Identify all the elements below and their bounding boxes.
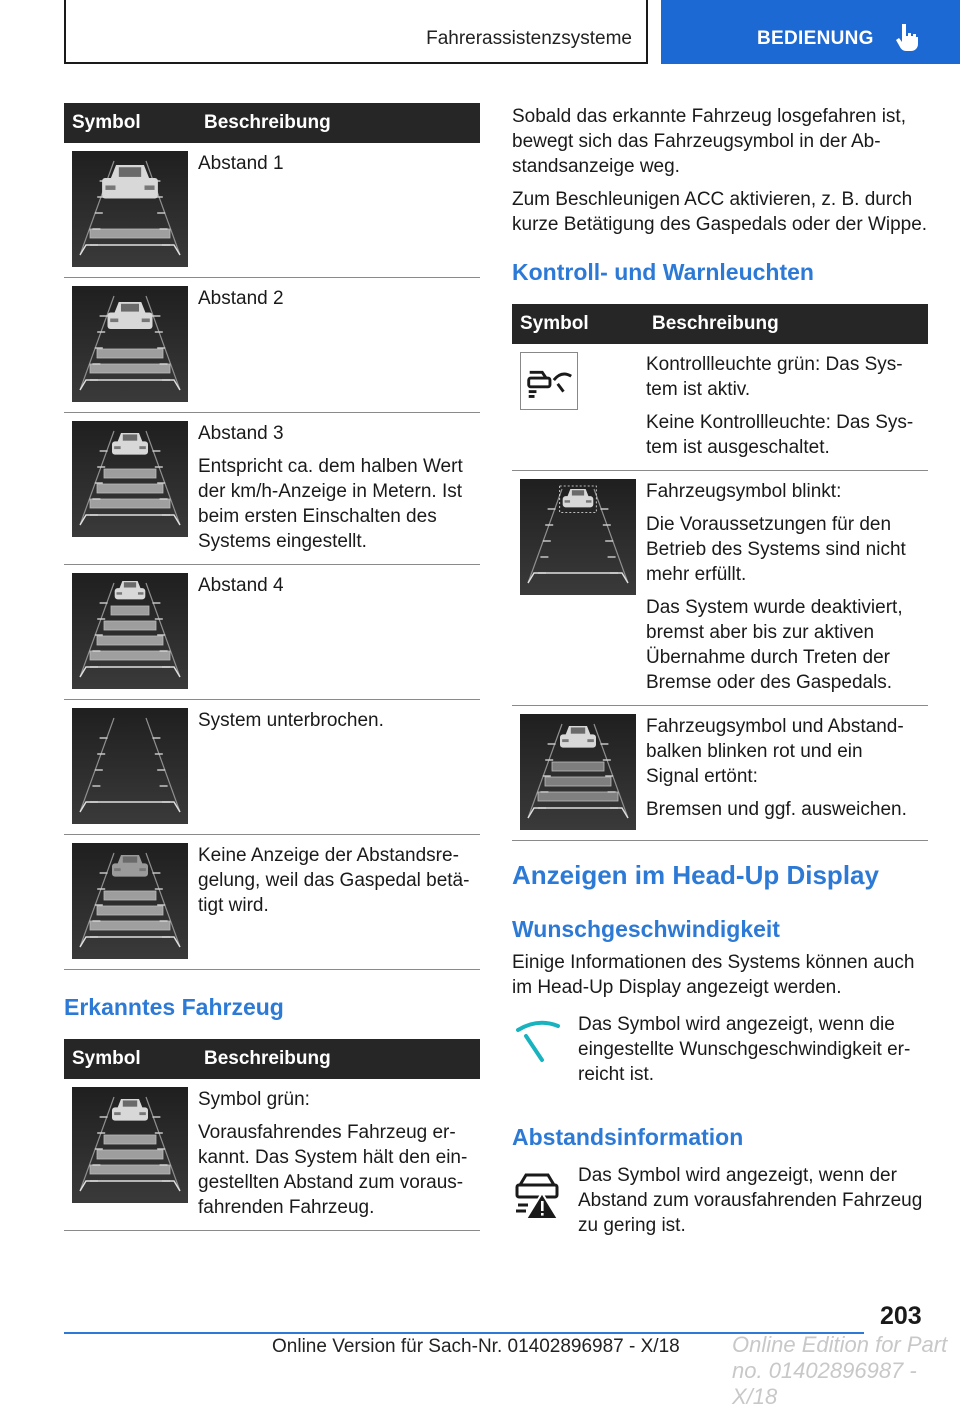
description-cell (196, 413, 480, 565)
symbol-cell (512, 344, 644, 471)
display-vehicle-detected (72, 1087, 188, 1203)
footer-version: Online Version für Sach-Nr. 01402896987 - X/18 (272, 1336, 680, 1357)
symbol-cell (64, 413, 196, 565)
description-text: Keine Kontrollleuchte: Das Sys-tem ist ausgeschaltet. (646, 412, 914, 458)
page-number: 203 (880, 1302, 922, 1330)
description-text: Das System wurde deaktiviert, bremst aber bis zur aktiven Übernahme durch Treten der Bremse oder des Gaspedals. (646, 597, 903, 693)
distance-warning-icon (512, 1163, 564, 1221)
desired-speed-heading: Wunschgeschwindigkeit (512, 916, 780, 942)
col-header-symbol: Symbol (64, 1039, 196, 1079)
table-row (64, 700, 480, 835)
description-cell (644, 344, 928, 471)
description-text: Abstand 4 (198, 575, 284, 596)
symbol-cell (64, 835, 196, 970)
intro-paragraph-2: Zum Beschleunigen ACC aktivieren, z. B. durch kurze Betätigung des Gaspedals oder der Wippe. (512, 189, 928, 235)
footer-watermark: Online Edition for Part no. 01402896987 - X/18 (732, 1332, 948, 1409)
desired-speed-text: Das Symbol wird angezeigt, wenn die eingestellte Wunschgeschwindigkeit er-reicht ist. (578, 1014, 911, 1085)
header-section-title: Fahrerassistenzsysteme (426, 28, 632, 49)
distance-table (64, 103, 480, 970)
left-column (64, 103, 480, 1231)
col-header-description: Beschreibung (196, 103, 480, 143)
display-distance-1 (72, 151, 188, 267)
description-cell (196, 278, 480, 413)
symbol-cell (64, 1079, 196, 1231)
symbol-cell (64, 143, 196, 278)
description-cell (196, 1079, 480, 1231)
display-distance-4 (72, 573, 188, 689)
description-text: Bremsen und ggf. ausweichen. (646, 799, 907, 820)
description-text: Symbol grün: (198, 1089, 310, 1110)
description-cell (196, 835, 480, 970)
header-section-box (64, 0, 648, 64)
col-header-symbol: Symbol (64, 103, 196, 143)
symbol-cell (64, 700, 196, 835)
warning-lights-heading: Kontroll- und Warnleuchten (512, 259, 814, 285)
acc-indicator-icon (520, 352, 578, 410)
symbol-cell (512, 706, 644, 841)
intro-paragraph-1: Sobald das erkannte Fahrzeug losgefahren ist, bewegt sich das Fahrzeugsymbol in der Ab-standsanzeige weg. (512, 106, 906, 177)
col-header-description: Beschreibung (196, 1039, 480, 1079)
table-row (64, 413, 480, 565)
description-text: Fahrzeugsymbol und Abstand-balken blinken rot und ein Signal ertönt: (646, 716, 904, 787)
header-chapter-title: BEDIENUNG (757, 28, 874, 49)
symbol-cell (64, 278, 196, 413)
table-row (512, 344, 928, 471)
description-text: Abstand 1 (198, 153, 284, 174)
display-vehicle-blinking (520, 479, 636, 595)
display-system-interrupted (72, 708, 188, 824)
col-header-symbol: Symbol (512, 304, 644, 344)
description-cell (644, 471, 928, 706)
description-text: Fahrzeugsymbol blinkt: (646, 481, 842, 502)
description-text: System unterbrochen. (198, 710, 384, 731)
right-column (512, 104, 928, 841)
display-no-distance-control (72, 843, 188, 959)
display-distance-3 (72, 421, 188, 537)
description-text: Keine Anzeige der Abstandsre-gelung, weil das Gaspedal betä-tigt wird. (198, 845, 470, 916)
description-text: Entspricht ca. dem halben Wert der km/h-Anzeige in Metern. Ist beim ersten Einschalten des Systems eingestellt. (198, 456, 463, 552)
distance-info-text: Das Symbol wird angezeigt, wenn der Abstand zum vorausfahrenden Fahrzeug zu gering ist. (578, 1165, 923, 1236)
detected-vehicle-heading: Erkanntes Fahrzeug (64, 994, 284, 1020)
description-text: Abstand 3 (198, 423, 284, 444)
distance-info-heading: Abstandsinformation (512, 1124, 744, 1150)
detected-vehicle-table (64, 1039, 480, 1231)
table-row (512, 706, 928, 841)
table-row (64, 278, 480, 413)
table-row (512, 471, 928, 706)
header-chapter-tab[interactable] (661, 0, 960, 64)
desired-speed-icon (512, 1012, 562, 1068)
display-vehicle-red-warning (520, 714, 636, 830)
table-row (64, 565, 480, 700)
warning-lights-table (512, 304, 928, 841)
symbol-cell (64, 565, 196, 700)
col-header-description: Beschreibung (644, 304, 928, 344)
table-row (64, 143, 480, 278)
description-cell (644, 706, 928, 841)
hud-heading: Anzeigen im Head-Up Display (512, 860, 879, 890)
description-cell (196, 143, 480, 278)
description-cell (196, 700, 480, 835)
description-cell (196, 565, 480, 700)
table-row (64, 1079, 480, 1231)
desired-speed-intro: Einige Informationen des Systems können auch im Head-Up Display angezeigt werden. (512, 952, 915, 998)
display-distance-2 (72, 286, 188, 402)
description-text: Kontrollleuchte grün: Das Sys-tem ist aktiv. (646, 354, 903, 400)
description-text: Die Voraussetzungen für den Betrieb des Systems sind nicht mehr erfüllt. (646, 514, 906, 585)
description-text: Abstand 2 (198, 288, 284, 309)
table-row (64, 835, 480, 970)
description-text: Vorausfahrendes Fahrzeug er-kannt. Das System hält den ein-gestellten Abstand zum voraus-fahrenden Fahrzeug. (198, 1122, 468, 1218)
pointing-hand-icon (893, 22, 923, 52)
symbol-cell (512, 471, 644, 706)
